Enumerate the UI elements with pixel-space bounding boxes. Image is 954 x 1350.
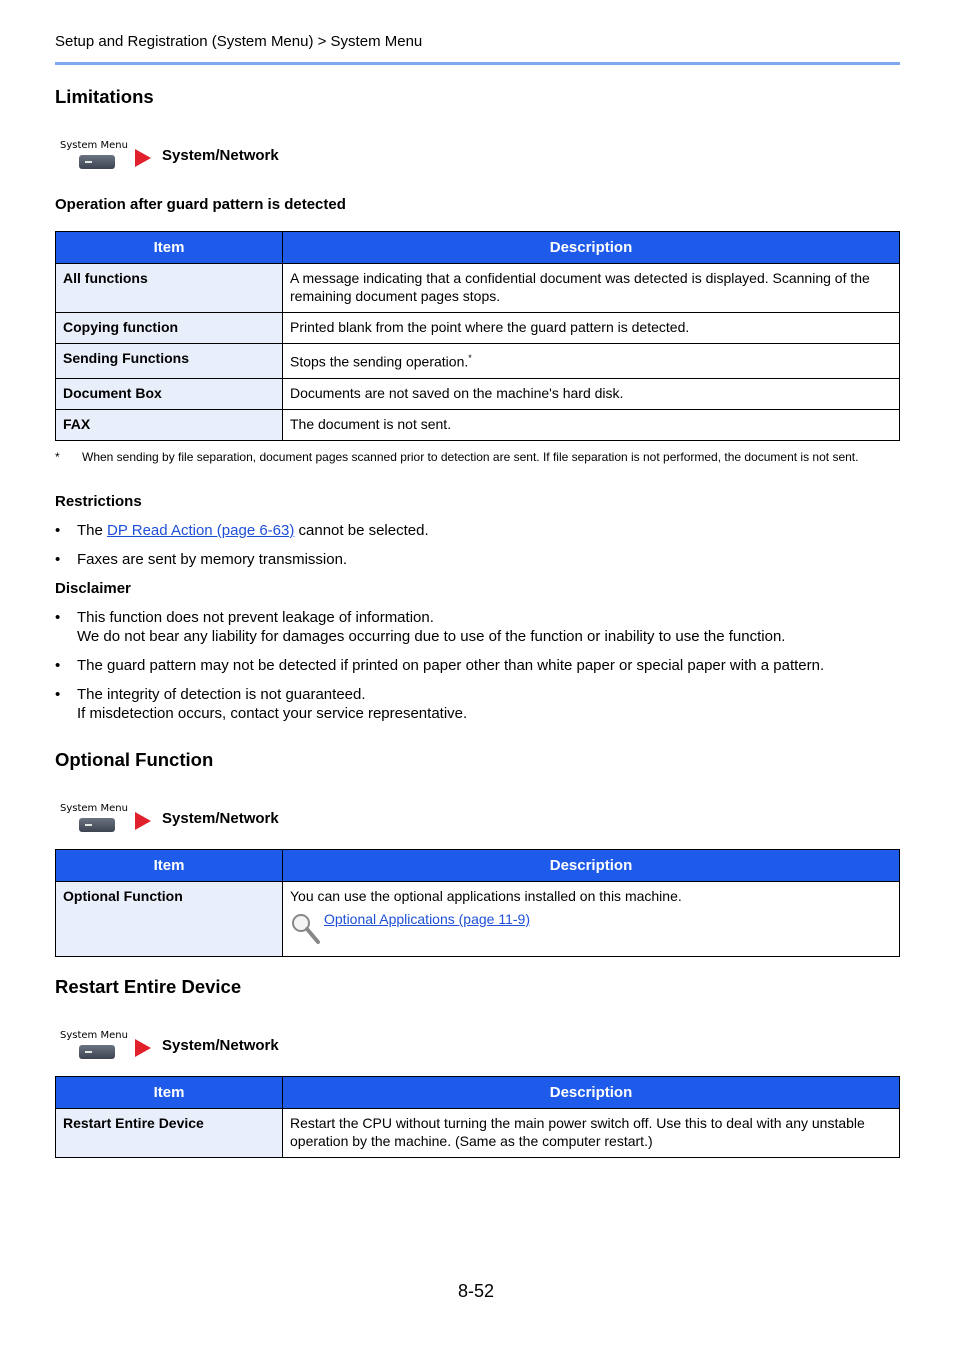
item-cell: Sending Functions [56,344,283,379]
table-row [56,264,900,313]
section-title-limitations: Limitations [55,86,154,107]
list-item: • The guard pattern may not be detected if printed on paper other than white paper or special paper with a pattern. [55,656,900,675]
restrictions-title: Restrictions [55,493,142,510]
item-cell: Optional Function [56,882,283,957]
column-header-item: Item [56,850,283,882]
table-header-row [56,232,900,264]
list-item-text: This function does not prevent leakage of information. [77,609,434,626]
list-item-text: We do not bear any liability for damages occurring due to use of the function or inability to use the function. [77,628,786,645]
description-cell [283,882,900,957]
list-item [55,521,900,540]
table-row [56,378,900,409]
list-item [55,608,900,646]
column-header-description: Description [283,850,900,882]
footnote [55,448,900,466]
table-row [56,409,900,440]
page-number: 8-52 [458,1281,495,1301]
arrow-right-icon [135,812,151,830]
description-cell [283,344,900,379]
description-cell: The document is not sent. [283,409,900,440]
list-item-text: cannot be selected. [294,522,429,539]
description-text: You can use the optional applications installed on this machine. [290,888,682,904]
description-cell: Restart the CPU without turning the main power switch off. Use this to deal with any unstable operation by the machine. (Same as the computer restart.) [283,1109,900,1158]
restrictions-list [55,521,900,579]
list-item-text: The [77,522,108,539]
description-cell: A message indicating that a confidential document was detected is displayed. Scanning of the remaining document pages stops. [283,264,900,313]
system-menu-nav [60,140,300,174]
item-cell: FAX [56,409,283,440]
restart-table [55,1076,900,1158]
column-header-description: Description [283,232,900,264]
system-menu-nav [60,1030,300,1064]
footnote-text: When sending by file separation, document pages scanned prior to detection are sent. If file separation is not performed, the document is not sent. [82,450,859,464]
list-item [55,685,900,723]
table-row [56,313,900,344]
reference-link-row [290,910,892,946]
footnote-mark: * [55,450,60,464]
disclaimer-list [55,608,900,733]
item-cell: Document Box [56,378,283,409]
system-menu-key-label: System Menu [60,1030,128,1041]
item-cell: Restart Entire Device [56,1109,283,1158]
nav-path: System/Network [162,1037,279,1054]
section-title-optional-function: Optional Function [55,749,214,770]
system-menu-key-icon [79,155,115,169]
subsection-title-guard-pattern: Operation after guard pattern is detected [55,196,346,213]
breadcrumb: Setup and Registration (System Menu) > System Menu [55,33,423,50]
list-item: • Faxes are sent by memory transmission. [55,550,900,569]
optional-function-table [55,849,900,957]
column-header-description: Description [283,1077,900,1109]
system-menu-key-icon [79,1045,115,1059]
disclaimer-title: Disclaimer [55,580,131,597]
system-menu-key-icon [79,818,115,832]
optional-applications-link[interactable]: Optional Applications (page 11-9) [324,911,530,927]
column-header-item: Item [56,1077,283,1109]
description-text: Stops the sending operation. [290,353,469,370]
item-cell: Copying function [56,313,283,344]
footnote-marker: * [468,353,472,363]
dp-read-action-link[interactable]: DP Read Action (page 6-63) [107,522,295,539]
table-row [56,344,900,379]
arrow-right-icon [135,149,151,167]
description-cell: Printed blank from the point where the guard pattern is detected. [283,313,900,344]
header-rule [55,62,900,65]
item-cell: All functions [56,264,283,313]
column-header-item: Item [56,232,283,264]
limitations-table [55,231,900,441]
table-row [56,1109,900,1158]
table-row [56,882,900,957]
magnifier-icon [290,912,322,946]
table-header-row [56,1077,900,1109]
description-cell: Documents are not saved on the machine's hard disk. [283,378,900,409]
nav-path: System/Network [162,810,279,827]
list-item-text: The integrity of detection is not guaranteed. [77,686,366,703]
section-title-restart: Restart Entire Device [55,976,242,997]
list-item-text: If misdetection occurs, contact your service representative. [77,705,468,722]
table-header-row [56,850,900,882]
system-menu-key-label: System Menu [60,140,128,151]
system-menu-key-label: System Menu [60,803,128,814]
nav-path: System/Network [162,147,279,164]
arrow-right-icon [135,1039,151,1057]
system-menu-nav [60,803,300,837]
